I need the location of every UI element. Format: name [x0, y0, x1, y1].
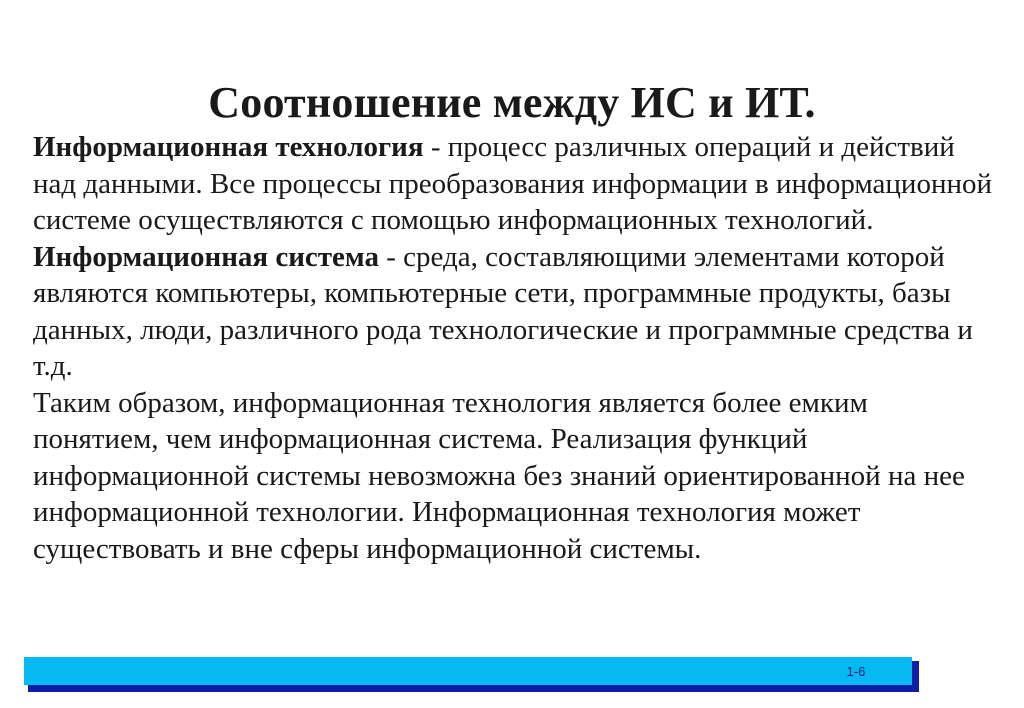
footer-bar-shadow-bottom: [28, 685, 919, 692]
slide-body: [33, 129, 993, 567]
slide-number: 1-6: [846, 664, 866, 679]
slide-title: Соотношение между ИС и ИТ.: [208, 78, 816, 127]
paragraph-is: [33, 239, 993, 385]
footer-bar: [24, 657, 912, 685]
paragraph-conclusion: Таким образом, информационная технология является более емким понятием, чем информационная система. Реализация функций информационной системы невозможна без знаний ориентированной на нее информационной технологии. Информационная технология может существовать и вне сферы информационной системы.: [33, 386, 965, 565]
term-is: Информационная система: [33, 240, 379, 273]
definition-it: - процесс различных операций и действий над данными. Все процессы преобразования информации в информационной системе осуществляются с помощью информационных технологий.: [33, 131, 993, 236]
term-it: Информационная технология: [33, 131, 424, 163]
paragraph-it: [33, 129, 993, 239]
definition-is: - среда, составляющими элементами которой являются компьютеры, компьютерные сети, программные продукты, базы данных, люди, различного рода технологические и программные средства и т.д.: [33, 240, 973, 382]
